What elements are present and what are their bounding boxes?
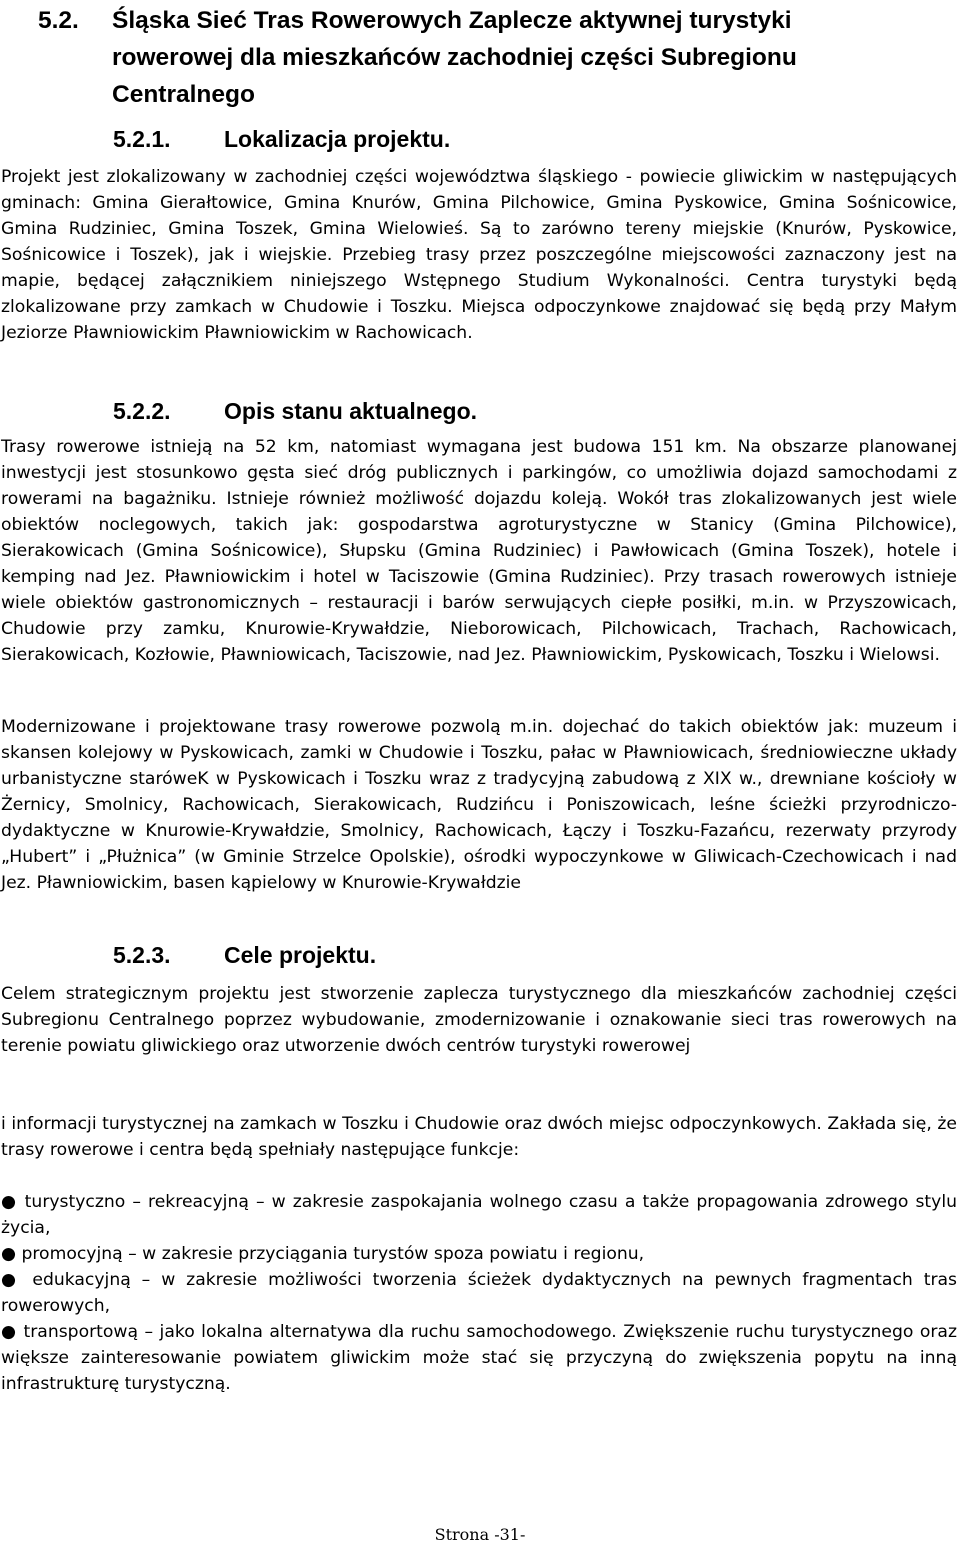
paragraph-cele-2: i informacji turystycznej na zamkach w Toszku i Chudowie oraz dwóch miejsc odpoczynkowych. Zakłada się, że trasy rowerowe i centra będą spełniały następujące funkcje:: [1, 1114, 957, 1160]
subsection-title: Opis stanu aktualnego.: [224, 398, 478, 424]
list-item: ● edukacyjną – w zakresie możliwości tworzenia ścieżek dydaktycznych na pewnych fragmentach tras rowerowych,: [1, 1270, 957, 1316]
list-item: ● promocyjną – w zakresie przyciągania turystów spoza powiatu i regionu,: [1, 1244, 645, 1264]
list-item: ● turystyczno – rekreacyjną – w zakresie zaspokajania wolnego czasu a także propagowania zdrowego stylu życia,: [1, 1192, 957, 1238]
section-title-line-2: rowerowej dla mieszkańców zachodniej części Subregionu: [112, 44, 797, 71]
page-number-footer: Strona -31-: [434, 1525, 526, 1544]
paragraph-cele-1: Celem strategicznym projektu jest stworzenie zaplecza turystycznego dla mieszkańców zachodniej części Subregionu Centralnego poprzez wybudowanie, zmodernizowanie i oznakowanie sieci tras rowerowych na terenie powiatu gliwickiego oraz utworzenie dwóch centrów turystyki rowerowej: [1, 984, 957, 1056]
subsection-heading-5-2-2: [113, 396, 477, 426]
paragraph-modernizacja: Modernizowane i projektowane trasy rowerowe pozwolą m.in. dojechać do takich obiektów jak: muzeum i skansen kolejowy w Pyskowicach, zamki w Chudowie i Toszku, pałac w Pławniowicach, średniowieczne układy urbanistyczne staróweK w Pyskowicach i Toszku wraz z tradycyjną zabudową z XIX w., drewniane kościoły w Żernicy, Smolnicy, Rachowicach, Sierakowicach, Rudzińcu i Poniszowicach, leśne ścieżki przyrodniczo-dydaktyczne w Knurowie-Krywałdzie, Smolnicy, Rachowicach, Łączy i Toszku-Fazańcu, rezerwaty przyrody „Hubert” i „Płużnica” (w Gminie Strzelce Opolskie), ośrodki wypoczynkowe w Gliwicach-Czechowicach i nad Jez. Pławniowickim, basen kąpielowy w Knurowie-Krywałdzie: [1, 717, 957, 893]
subsection-number: 5.2.1.: [113, 126, 171, 152]
subsection-title: Cele projektu.: [224, 942, 377, 968]
subsection-title: Lokalizacja projektu.: [224, 126, 451, 152]
subsection-heading-5-2-3: [113, 940, 376, 970]
subsection-number: 5.2.2.: [113, 398, 171, 424]
section-heading-5-2: [38, 2, 958, 113]
function-list: [1, 1189, 957, 1397]
section-title-line-3: Centralnego: [112, 81, 255, 108]
list-item: ● transportową – jako lokalna alternatywa dla ruchu samochodowego. Zwiększenie ruchu turystycznego oraz większe zainteresowanie powiatem gliwickim może stać się przyczyną do zwiększenia popytu na inną infrastrukturę turystyczną.: [1, 1322, 957, 1394]
paragraph-lokalizacja: Projekt jest zlokalizowany w zachodniej części województwa śląskiego - powiecie gliwickim w następujących gminach: Gmina Gierałtowice, Gmina Knurów, Gmina Pilchowice, Gmina Pyskowice, Gmina Sośnicowice, Gmina Rudziniec, Gmina Toszek, Gmina Wielowieś. Są to zarówno tereny miejskie (Knurów, Pyskowice, Sośnicowice i Toszek), jak i wiejskie. Przebieg trasy przez poszczególne miejscowości zaznaczony jest na mapie, będącej załącznikiem niniejszego Wstępnego Studium Wykonalności. Centra turystyki będą zlokalizowane przy zamkach w Chudowie i Toszku. Miejsca odpoczynkowe znajdować się będą przy Małym Jeziorze Pławniowickim Pławniowickim w Rachowicach.: [1, 167, 957, 343]
subsection-number: 5.2.3.: [113, 942, 171, 968]
section-number: 5.2.: [38, 7, 79, 34]
paragraph-opis-stanu: Trasy rowerowe istnieją na 52 km, natomiast wymagana jest budowa 151 km. Na obszarze planowanej inwestycji jest stosunkowo gęsta sieć dróg publicznych i parkingów, co umożliwia dojazd samochodami z rowerami na bagażniku. Istnieje również możliwość dojazdu koleją. Wokół tras zlokalizowanych jest wiele obiektów noclegowych, takich jak: gospodarstwa agroturystyczne w Stanicy (Gmina Pilchowice), Sierakowicach (Gmina Sośnicowice), Słupsku (Gmina Rudziniec) i Pawłowicach (Gmina Toszek), hotele i kemping nad Jez. Pławniowickim i hotel w Taciszowie (Gmina Rudziniec). Przy trasach rowerowych istnieje wiele obiektów gastronomicznych – restauracji i barów serwujących ciepłe posiłki, m.in. w Przyszowicach, Chudowie przy zamku, Knurowie-Krywałdzie, Nieborowicach, Pilchowicach, Trachach, Rachowicach, Sierakowicach, Kozłowie, Pławniowicach, Taciszowie, nad Jez. Pławniowickim, Pyskowicach, Toszku i Wielowsi.: [1, 437, 957, 665]
section-title-line-1: Śląska Sieć Tras Rowerowych Zaplecze aktywnej turystyki: [112, 7, 792, 34]
subsection-heading-5-2-1: [113, 124, 450, 154]
